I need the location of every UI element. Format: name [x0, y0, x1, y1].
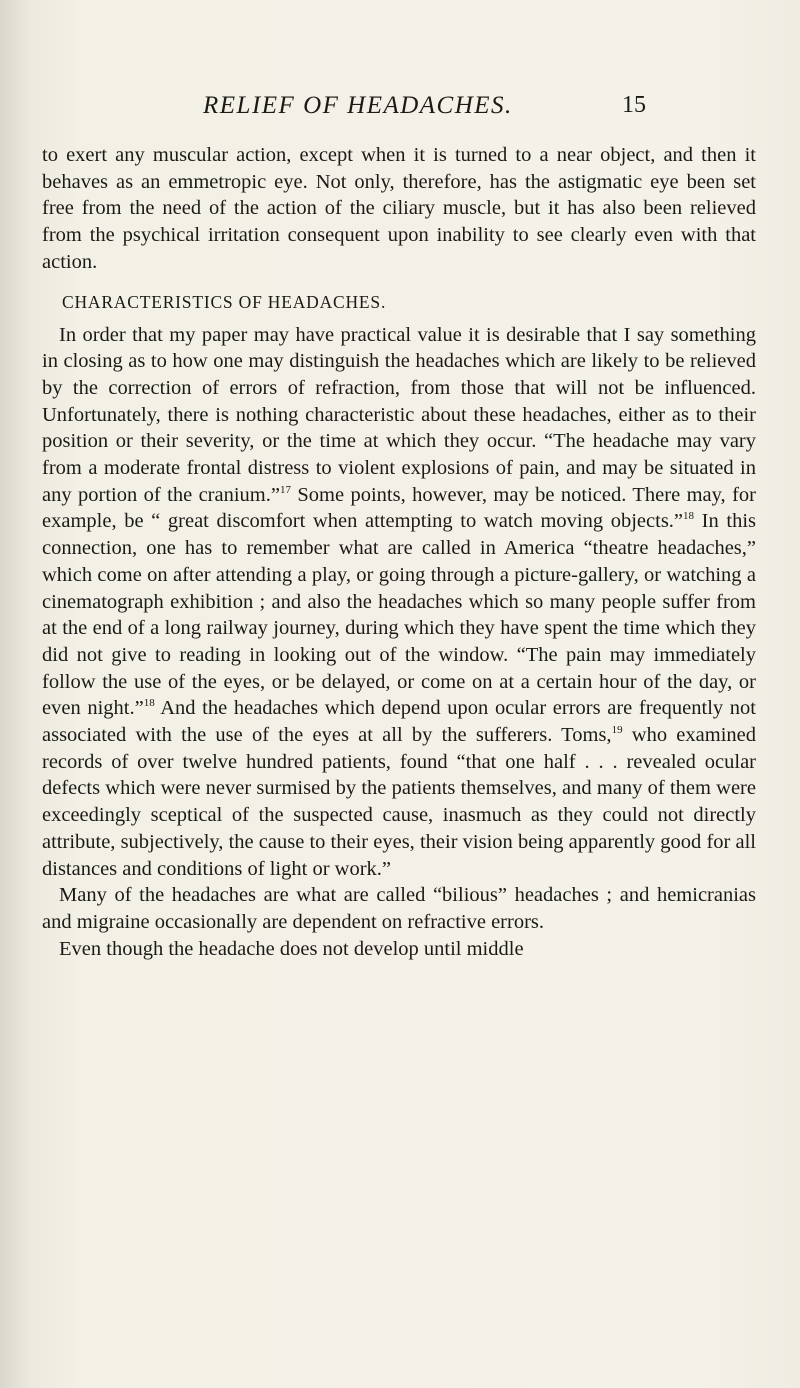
- paragraph-3: Many of the headaches are what are called “bilious” headaches ; and hemicranias and migraine occasionally are dependent on refractive errors.: [42, 884, 756, 933]
- paragraph-1: to exert any muscular action, except when it is turned to a near object, and then it behaves as an emmetropic eye. Not only, therefore, has the astigmatic eye been set free from the need of the action of the ciliary muscle, but it has also been relieved from the psychical irritation consequent upon inability to see clearly even with that action.: [42, 144, 756, 273]
- footnote-ref: 17: [279, 483, 291, 496]
- page-number: 15: [622, 92, 646, 118]
- body-text: [42, 142, 756, 962]
- paragraph-2: [42, 322, 756, 883]
- footnote-ref: 18: [683, 510, 695, 523]
- paragraph-2-text-b: Some points, however, may be noticed. There may, for example, be “ great discomfort when attempting to watch moving objects.”: [42, 483, 756, 533]
- section-heading: CHARACTERISTICS OF HEADACHES.: [62, 291, 387, 312]
- footnote-ref: 19: [611, 724, 623, 737]
- paragraph-2-text-d: And the headaches which depend upon ocular errors are frequently not associated with the use of the eyes at all by the sufferers. Toms,: [42, 697, 756, 747]
- footnote-ref: 18: [143, 697, 155, 710]
- running-head: RELIEF OF HEADACHES.: [203, 92, 513, 119]
- paragraph-2-text-e: who examined records of over twelve hundred patients, found “that one half . . . revealed ocular defects which were never surmised by the patients themselves, and many of them were exceedingly sceptical of the suspected cause, inasmuch as they could not directly attribute, subjectively, the cause to their eyes, their vision being apparently good for all distances and conditions of light or work.”: [42, 724, 756, 880]
- paragraph-2-text-c: In this connection, one has to remember what are called in America “theatre headaches,” which come on after attending a play, or going through a picture-gallery, or watching a cinematograph exhibition ; and also the headaches which so many people suffer from at the end of a long railway journey, during which they have spent the time which they did not give to reading in looking out of the window. “The pain may immediately follow the use of the eyes, or be delayed, or come on at a certain hour of the day, or even night.”: [42, 510, 756, 720]
- paragraph-4: Even though the headache does not develop until middle: [59, 937, 524, 960]
- paragraph-2-text-a: In order that my paper may have practical value it is desirable that I say something in closing as to how one may distinguish the headaches which are likely to be relieved by the correction of errors of refraction, from those that will not be influenced. Unfortunately, there is nothing characteristic about these headaches, either as to their position or their severity, or the time at which they occur. “The headache may vary from a moderate frontal distress to violent explosions of pain, and may be situated in any portion of the cranium.”: [42, 323, 756, 506]
- page-header: [0, 92, 800, 132]
